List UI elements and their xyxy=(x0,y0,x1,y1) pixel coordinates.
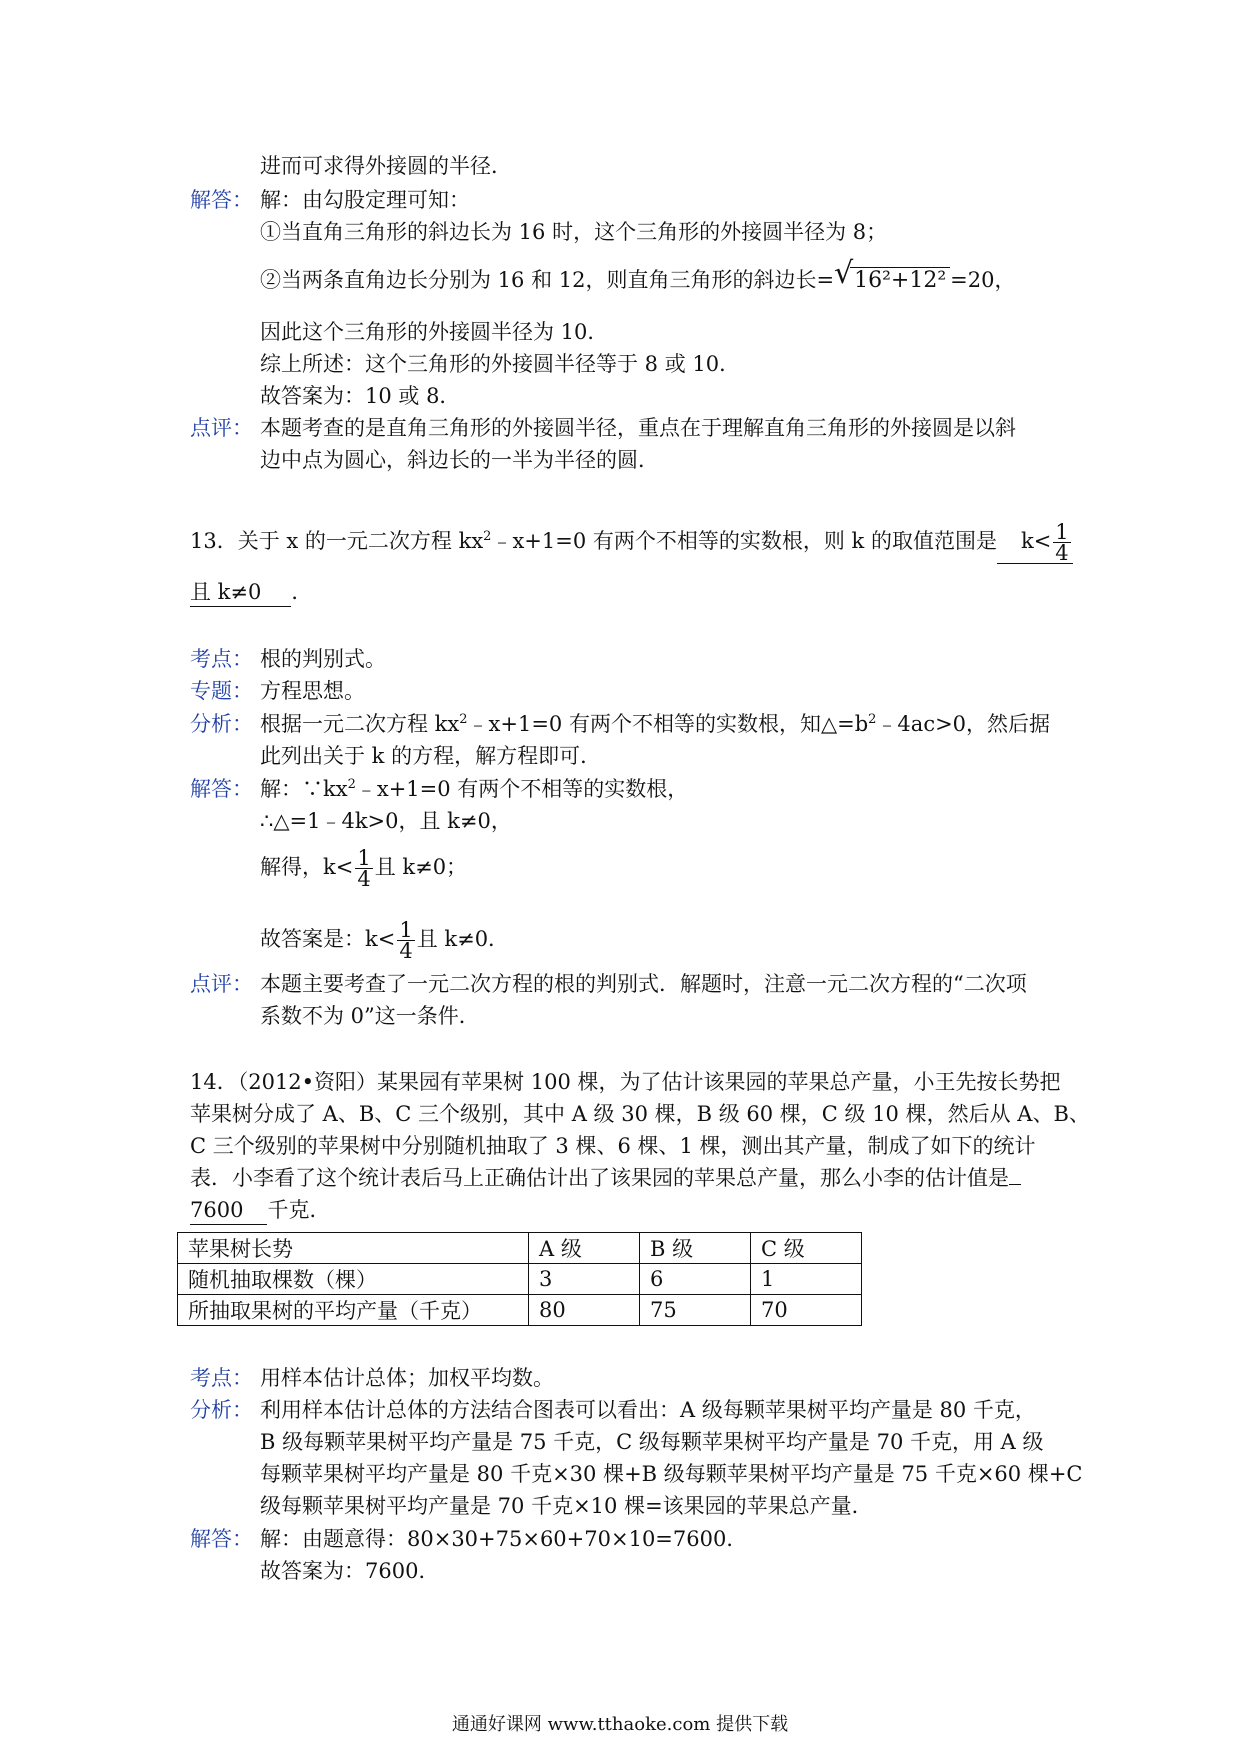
answer-line: ∴△=1﹣4k>0，且 k≠0， xyxy=(260,809,512,833)
answer-text: 故答案是：k< xyxy=(260,927,396,951)
question-13-answer-cont xyxy=(190,578,312,607)
answer-text: ﹣x+1=0 有两个不相等的实数根， xyxy=(355,777,689,801)
answer-unit: 千克． xyxy=(267,1198,331,1222)
answer-line: 解：由勾股定理可知： xyxy=(260,188,470,212)
table-cell: 6 xyxy=(640,1264,751,1295)
fraction xyxy=(1053,522,1070,563)
analysis-text: ﹣x+1=0 有两个不相等的实数根，知△=b xyxy=(467,712,869,736)
table-cell: 所抽取果树的平均产量（千克） xyxy=(178,1295,529,1326)
answer-line: 因此这个三角形的外接圆半径为 10． xyxy=(260,320,609,344)
answer-line: 解：由题意得：80×30+75×60+70×10=7600． xyxy=(260,1527,748,1551)
analysis-text: 根据一元二次方程 kx xyxy=(260,712,460,736)
question-14-stem xyxy=(190,1164,1021,1192)
table-cell: B 级 xyxy=(640,1233,751,1264)
analysis-continuation: 进而可求得外接圆的半径． xyxy=(260,154,512,178)
answer-line: 综上所述：这个三角形的外接圆半径等于 8 或 10． xyxy=(260,352,741,376)
table-cell: 随机抽取棵数（棵） xyxy=(178,1264,529,1295)
answer-text: 且 k≠0． xyxy=(416,927,510,951)
answer-line: ①当直角三角形的斜边长为 16 时，这个三角形的外接圆半径为 8； xyxy=(260,220,888,244)
fraction xyxy=(397,920,414,961)
table-cell: 1 xyxy=(751,1264,862,1295)
kaodian-label: 考点： xyxy=(190,1366,253,1390)
numerator: 1 xyxy=(399,918,413,942)
comment-label: 点评： xyxy=(190,972,253,996)
answer-blank-start xyxy=(1009,1164,1021,1185)
zhuanti-label: 专题： xyxy=(190,679,253,703)
question-13-stem xyxy=(190,522,1073,564)
analysis-line: 每颗苹果树平均产量是 80 千克×30 棵+B 级每颗苹果树平均产量是 75 千克×60 棵+C xyxy=(260,1462,1083,1486)
answer-label: 解答： xyxy=(190,777,253,801)
answer-text: 解得，k< xyxy=(260,855,354,879)
stem-text: ﹣x+1=0 有两个不相等的实数根，则 k 的取值范围是 xyxy=(491,529,997,553)
table-row xyxy=(178,1264,862,1295)
comment-line: 本题考查的是直角三角形的外接圆半径，重点在于理解直角三角形的外接圆是以斜 xyxy=(260,416,1016,440)
superscript: 2 xyxy=(483,529,492,544)
kaodian-text: 根的判别式。 xyxy=(260,647,386,671)
question-14-stem: C 三个级别的苹果树中分别随机抽取了 3 棵、6 棵、1 棵，测出其产量，制成了如下的统计 xyxy=(190,1134,1036,1158)
analysis-line: 级每颗苹果树平均产量是 70 千克×10 棵=该果园的苹果总产量． xyxy=(260,1494,873,1518)
fraction xyxy=(355,848,372,889)
table-row xyxy=(178,1295,862,1326)
table-cell: A 级 xyxy=(529,1233,640,1264)
answer-label: 解答： xyxy=(190,1527,253,1551)
answer-text: 解：∵kx xyxy=(260,777,348,801)
analysis-label: 分析： xyxy=(190,1398,253,1422)
answer-text: k< xyxy=(1020,529,1052,553)
answer-label: 解答： xyxy=(190,188,253,212)
denominator: 4 xyxy=(1055,541,1069,565)
answer-line: 故答案为：7600． xyxy=(260,1559,440,1583)
answer-blank xyxy=(997,522,1073,564)
answer-line-sqrt xyxy=(260,256,1016,295)
analysis-label: 分析： xyxy=(190,712,253,736)
table-cell: 苹果树长势 xyxy=(178,1233,529,1264)
analysis-line: B 级每颗苹果树平均产量是 75 千克，C 级每颗苹果树平均产量是 70 千克，用 A 级 xyxy=(260,1430,1044,1454)
punctuation: ． xyxy=(291,580,313,604)
answer-text: 且 k≠0； xyxy=(374,855,468,879)
sqrt-expression: √ 16²+12² xyxy=(834,266,950,295)
table-cell: 80 xyxy=(529,1295,640,1326)
analysis-line xyxy=(260,710,1050,738)
analysis-text: ﹣4ac>0，然后据 xyxy=(876,712,1051,736)
question-14-stem: 苹果树分成了 A、B、C 三个级别，其中 A 级 30 棵，B 级 60 棵，C 级 10 棵，然后从 A、B、 xyxy=(190,1102,1090,1126)
denominator: 4 xyxy=(399,939,413,963)
kaodian-label: 考点： xyxy=(190,647,253,671)
superscript: 2 xyxy=(347,777,356,792)
superscript: 2 xyxy=(459,712,468,727)
answer-text: =20， xyxy=(950,268,1016,292)
table-cell: 75 xyxy=(640,1295,751,1326)
kaodian-text: 用样本估计总体；加权平均数。 xyxy=(260,1366,554,1390)
stem-text: 表．小李看了这个统计表后马上正确估计出了该果园的苹果总产量，那么小李的估计值是 xyxy=(190,1166,1009,1190)
comment-line: 系数不为 0”这一条件． xyxy=(260,1004,480,1028)
table-cell: C 级 xyxy=(751,1233,862,1264)
table-cell: 70 xyxy=(751,1295,862,1326)
answer-line: 故答案为：10 或 8． xyxy=(260,384,461,408)
question-14-answer xyxy=(190,1196,330,1225)
superscript: 2 xyxy=(868,712,877,727)
zhuanti-text: 方程思想。 xyxy=(260,679,365,703)
stem-text: 13．关于 x 的一元二次方程 kx xyxy=(190,529,484,553)
stats-table xyxy=(177,1232,862,1326)
table-cell: 3 xyxy=(529,1264,640,1295)
question-14-stem: 14．（2012•资阳）某果园有苹果树 100 棵，为了估计该果园的苹果总产量，小王先按长势把 xyxy=(190,1070,1061,1094)
answer-line xyxy=(260,775,688,803)
page-footer: 通通好课网 www.tthaoke.com 提供下载 xyxy=(451,1714,789,1735)
sqrt-radicand: 16²+12² xyxy=(850,267,950,293)
answer-line xyxy=(260,920,509,961)
answer-text: ②当两条直角边长分别为 16 和 12，则直角三角形的斜边长= xyxy=(260,268,835,292)
comment-line: 边中点为圆心，斜边长的一半为半径的圆． xyxy=(260,448,659,472)
table-row xyxy=(178,1233,862,1264)
answer-blank: 且 k≠0 xyxy=(190,578,291,607)
numerator: 1 xyxy=(357,846,371,870)
answer-blank: 7600 xyxy=(190,1196,267,1225)
denominator: 4 xyxy=(357,867,371,891)
numerator: 1 xyxy=(1055,520,1069,544)
answer-line xyxy=(260,848,467,889)
analysis-line: 此列出关于 k 的方程，解方程即可． xyxy=(260,744,602,768)
analysis-line: 利用样本估计总体的方法结合图表可以看出：A 级每颗苹果树平均产量是 80 千克， xyxy=(260,1398,1036,1422)
comment-line: 本题主要考查了一元二次方程的根的判别式．解题时，注意一元二次方程的“二次项 xyxy=(260,972,1027,996)
comment-label: 点评： xyxy=(190,416,253,440)
